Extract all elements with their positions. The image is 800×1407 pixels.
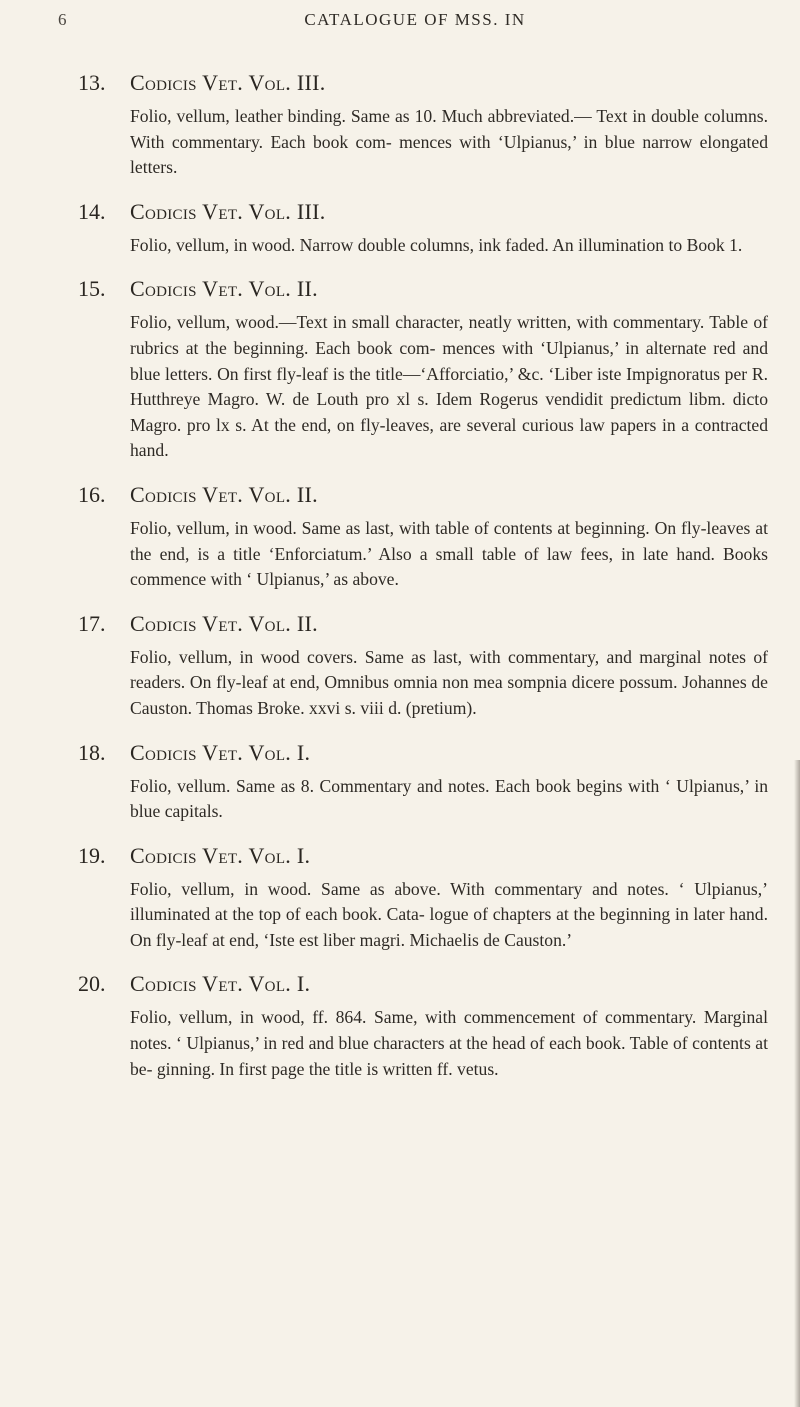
entry-title: Codicis Vet. Vol. III. — [130, 198, 326, 224]
entry-15 — [78, 276, 768, 464]
entry-14 — [78, 199, 768, 259]
entry-16 — [78, 482, 768, 593]
entry-number: 18. — [78, 739, 106, 765]
entry-number: 20. — [78, 971, 106, 997]
running-head: CATALOGUE OF MSS. IN — [304, 10, 526, 29]
entry-title: Codicis Vet. Vol. I. — [130, 842, 311, 868]
entry-description: Folio, vellum, leather binding. Same as 10. Much abbreviated.— Text in double columns. With commentary. Each book com- mences with ‘Ulpianus,’ in blue narrow elongated letters. — [130, 106, 768, 178]
entry-description: Folio, vellum, in wood covers. Same as last, with commentary, and marginal notes of readers. On fly-leaf at end, Omnibus omnia non mea sompnia dicere possum. Johannes de Causton. Thomas Broke. xxvi s. viii d. (pretium). — [130, 646, 768, 718]
entry-title: Codicis Vet. Vol. III. — [130, 70, 326, 95]
entry-number: 14. — [78, 198, 106, 224]
entry-title: Codicis Vet. Vol. II. — [130, 276, 318, 302]
page-edge-shadow — [794, 760, 800, 1407]
entry-title: Codicis Vet. Vol. II. — [130, 610, 318, 636]
entry-number: 19. — [78, 842, 106, 868]
entry-description: Folio, vellum, in wood. Same as above. With commentary and notes. ‘ Ulpianus,’ illuminated at the top of each book. Cata- logue of chapters at the beginning in later hand. On fly-leaf at end, ‘Iste est liber magri. Michaelis de Causton.’ — [130, 878, 768, 950]
entry-description: Folio, vellum, in wood, ff. 864. Same, with commencement of commentary. Marginal notes. ‘ Ulpianus,’ in red and blue characters at the head of each book. Table of contents at be- ginning. In first page the title is written ff. vetus. — [130, 1007, 768, 1079]
entry-19 — [78, 843, 768, 954]
page-number: 6 — [58, 10, 67, 29]
entry-description: Folio, vellum, in wood. Same as last, with table of contents at beginning. On fly-leaves at the end, is a title ‘Enforciatum.’ Also a small table of law fees, in late hand. Books commence with ‘ Ulpianus,’ as above. — [130, 517, 768, 590]
entry-description: Folio, vellum, wood.—Text in small character, neatly written, with commentary. Table of rubrics at the beginning. Each book com- mences with ‘Ulpianus,’ in alternate red and blue letters. On first fly-leaf is the title—‘Afforciatio,’ &c. ‘Liber iste Impignoratus per R. Hutthreye Magro. W. de Louth pro xl s. Idem Rogerus vendidit predictum libm. dicto Magro. pro lx s. At the end, on fly-leaves, are several curious law papers in a contracted hand. — [130, 312, 768, 461]
entry-number: 17. — [78, 610, 106, 636]
entry-number: 15. — [78, 276, 106, 302]
entry-13 — [78, 70, 768, 181]
entry-20 — [78, 971, 768, 1082]
catalogue-entries — [78, 70, 768, 1100]
entry-title: Codicis Vet. Vol. II. — [130, 481, 318, 507]
entry-description: Folio, vellum. Same as 8. Commentary and notes. Each book begins with ‘ Ulpianus,’ in blue capitals. — [130, 775, 768, 822]
entry-18 — [78, 740, 768, 825]
entry-17 — [78, 611, 768, 722]
entry-title: Codicis Vet. Vol. I. — [130, 739, 311, 765]
entry-title: Codicis Vet. Vol. I. — [130, 971, 311, 997]
entry-number: 13. — [78, 70, 106, 95]
entry-number: 16. — [78, 481, 106, 507]
entry-description: Folio, vellum, in wood. Narrow double columns, ink faded. An illumination to Book 1. — [130, 234, 743, 255]
